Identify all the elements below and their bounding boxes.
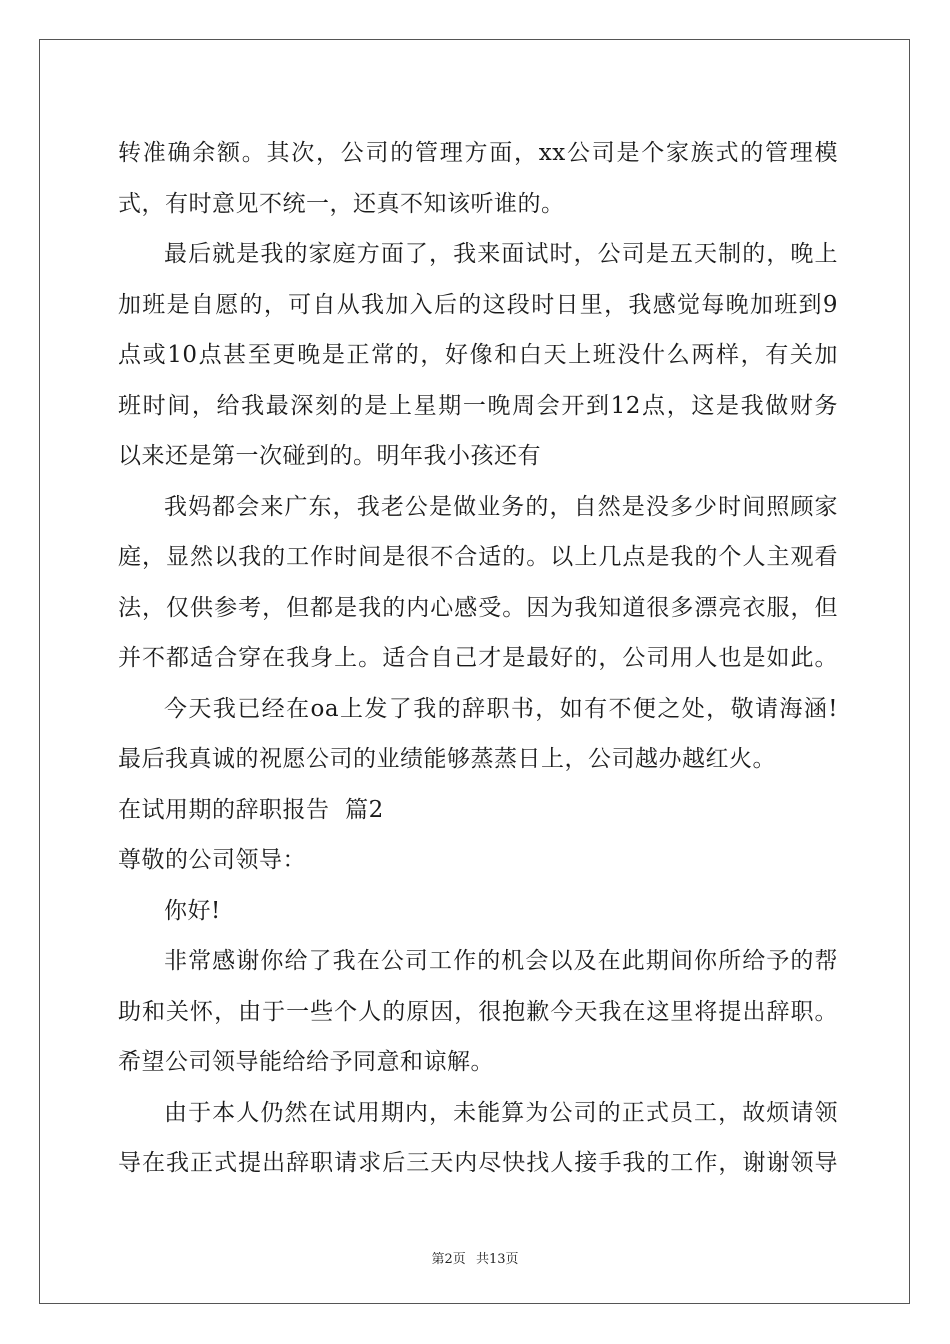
text-line: 助和关怀，由于一些个人的原因，很抱歉今天我在这里将提出辞职。	[118, 998, 838, 1025]
page-footer	[0, 1248, 950, 1267]
text-line: 转准确余额。其次，公司的管理方面，xx公司是个家族式的管理模	[118, 140, 838, 166]
text-line: 希望公司领导能给给予同意和谅解。	[118, 1049, 494, 1075]
text-line: 式，有时意见不统一，还真不知该听谁的。	[118, 190, 565, 217]
greeting: 你好!	[164, 897, 221, 924]
text-line: 今天我已经在oa上发了我的辞职书，如有不便之处，敬请海涵!	[164, 695, 838, 722]
text-line: 法，仅供参考，但都是我的内心感受。因为我知道很多漂亮衣服，但	[118, 594, 838, 621]
text-line: 最后我真诚的祝愿公司的业绩能够蒸蒸日上，公司越办越红火。	[118, 746, 776, 772]
salutation: 尊敬的公司领导：	[118, 847, 306, 873]
text-line: 由于本人仍然在试用期内，未能算为公司的正式员工，故烦请领	[164, 1099, 838, 1126]
section-heading: 在试用期的辞职报告 篇2	[118, 796, 384, 823]
text-line: 庭，显然以我的工作时间是很不合适的。以上几点是我的个人主观看	[118, 544, 838, 570]
text-line: 并不都适合穿在我身上。适合自己才是最好的，公司用人也是如此。	[118, 645, 838, 671]
text-line: 点或10点甚至更晚是正常的，好像和白天上班没什么两样，有关加	[118, 342, 838, 368]
text-line: 非常感谢你给了我在公司工作的机会以及在此期间你所给予的帮	[164, 948, 838, 974]
text-line: 加班是自愿的，可自从我加入后的这段时日里，我感觉每晚加班到9	[118, 291, 838, 318]
page-number: 第2页	[431, 1252, 466, 1267]
page-total: 共13页	[475, 1252, 519, 1267]
text-line: 最后就是我的家庭方面了，我来面试时，公司是五天制的，晚上	[164, 241, 838, 267]
document-body	[118, 128, 838, 1189]
text-line: 以来还是第一次碰到的。明年我小孩还有	[118, 443, 541, 469]
text-line: 班时间，给我最深刻的是上星期一晚周会开到12点，这是我做财务	[118, 392, 838, 419]
text-line: 导在我正式提出辞职请求后三天内尽快找人接手我的工作，谢谢领导	[118, 1150, 838, 1176]
text-line: 我妈都会来广东，我老公是做业务的，自然是没多少时间照顾家	[164, 493, 838, 520]
